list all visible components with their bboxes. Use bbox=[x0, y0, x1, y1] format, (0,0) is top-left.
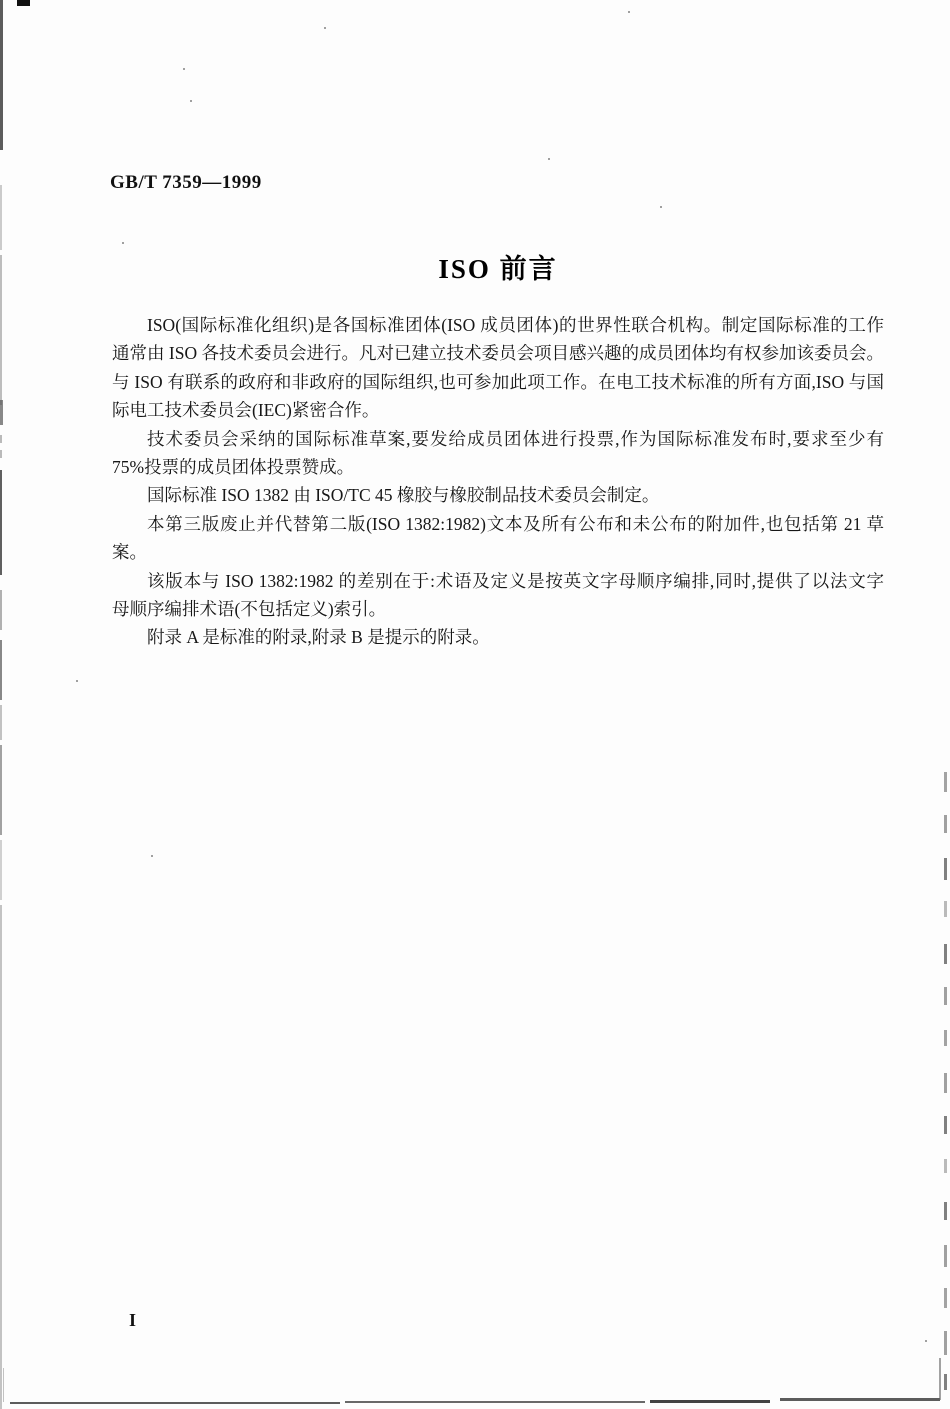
body-line: 该版本与 ISO 1382:1982 的差别在于:术语及定义是按英文字母顺序编排,同时,提供了以法文字 bbox=[147, 570, 884, 591]
right-edge-dash bbox=[944, 1159, 947, 1173]
bottom-edge-line bbox=[650, 1400, 770, 1403]
right-edge-dash bbox=[944, 858, 947, 880]
page-title: ISO 前言 bbox=[438, 254, 558, 284]
left-edge-line bbox=[0, 400, 3, 425]
right-edge-dash bbox=[944, 1116, 947, 1134]
paper-speck bbox=[548, 158, 550, 160]
bottom-right-tick bbox=[939, 1358, 941, 1400]
bottom-edge-line bbox=[780, 1398, 940, 1401]
right-edge-dash bbox=[944, 1202, 947, 1220]
left-edge-line bbox=[0, 590, 2, 630]
right-edge-dash bbox=[944, 1030, 947, 1046]
right-edge-dash bbox=[944, 1331, 947, 1355]
bottom-left-tick bbox=[3, 1368, 4, 1402]
paper-speck bbox=[925, 1340, 927, 1342]
paper-speck bbox=[183, 68, 185, 70]
body-line: 与 ISO 有联系的政府和非政府的国际组织,也可参加此项工作。在电工技术标准的所有方面,ISO 与国 bbox=[112, 371, 884, 392]
left-edge-line bbox=[0, 450, 2, 458]
right-edge-dash bbox=[944, 772, 947, 792]
body-line: 案。 bbox=[112, 542, 147, 563]
left-edge-line bbox=[0, 470, 2, 575]
right-edge-dash bbox=[944, 815, 947, 833]
body-text bbox=[112, 311, 884, 652]
paper-speck bbox=[660, 206, 662, 208]
paper-speck bbox=[76, 680, 78, 682]
bottom-edge-line bbox=[10, 1402, 340, 1404]
page-number: I bbox=[129, 1310, 137, 1330]
left-edge-line bbox=[0, 840, 2, 900]
corner-mark bbox=[17, 0, 30, 6]
left-edge-line bbox=[0, 0, 3, 150]
body-line: 通常由 ISO 各技术委员会进行。凡对已建立技术委员会项目感兴趣的成员团体均有权参加该委员会。 bbox=[112, 343, 884, 364]
left-edge-line bbox=[0, 255, 2, 405]
right-edge-dash bbox=[944, 901, 947, 917]
body-line: 技术委员会采纳的国际标准草案,要发给成员团体进行投票,作为国际标准发布时,要求至少有 bbox=[147, 428, 884, 449]
right-edge-dash bbox=[944, 1245, 947, 1267]
right-edge-dash bbox=[944, 944, 947, 964]
right-edge-dash bbox=[944, 1288, 947, 1308]
body-line: 75%投票的成员团体投票赞成。 bbox=[112, 456, 355, 477]
body-line: 母顺序编排术语(不包括定义)索引。 bbox=[112, 598, 387, 619]
paper-speck bbox=[122, 242, 124, 244]
body-line: 本第三版废止并代替第二版(ISO 1382:1982)文本及所有公布和未公布的附加件,也包括第 21 草 bbox=[147, 513, 884, 534]
left-edge-line bbox=[0, 905, 2, 1409]
left-edge-line bbox=[0, 745, 2, 835]
paper-speck bbox=[151, 855, 153, 857]
paper-speck bbox=[190, 100, 192, 102]
left-edge-line bbox=[0, 705, 2, 740]
right-edge-dash bbox=[944, 1073, 947, 1093]
body-line: 国际标准 ISO 1382 由 ISO/TC 45 橡胶与橡胶制品技术委员会制定。 bbox=[147, 485, 660, 506]
paper-speck bbox=[628, 11, 630, 13]
left-edge-line bbox=[0, 435, 2, 443]
bottom-edge-line bbox=[345, 1401, 645, 1403]
right-edge-dash bbox=[944, 1374, 947, 1390]
body-line: 际电工技术委员会(IEC)紧密合作。 bbox=[112, 400, 380, 421]
body-line: 附录 A 是标准的附录,附录 B 是提示的附录。 bbox=[147, 627, 490, 648]
right-edge-dash bbox=[944, 987, 947, 1005]
left-edge-line bbox=[0, 185, 2, 250]
paper-speck bbox=[324, 27, 326, 29]
body-line: ISO(国际标准化组织)是各国标准团体(ISO 成员团体)的世界性联合机构。制定国际标准的工作 bbox=[147, 315, 884, 335]
standard-number: GB/T 7359—1999 bbox=[110, 172, 262, 193]
left-edge-line bbox=[0, 640, 2, 700]
